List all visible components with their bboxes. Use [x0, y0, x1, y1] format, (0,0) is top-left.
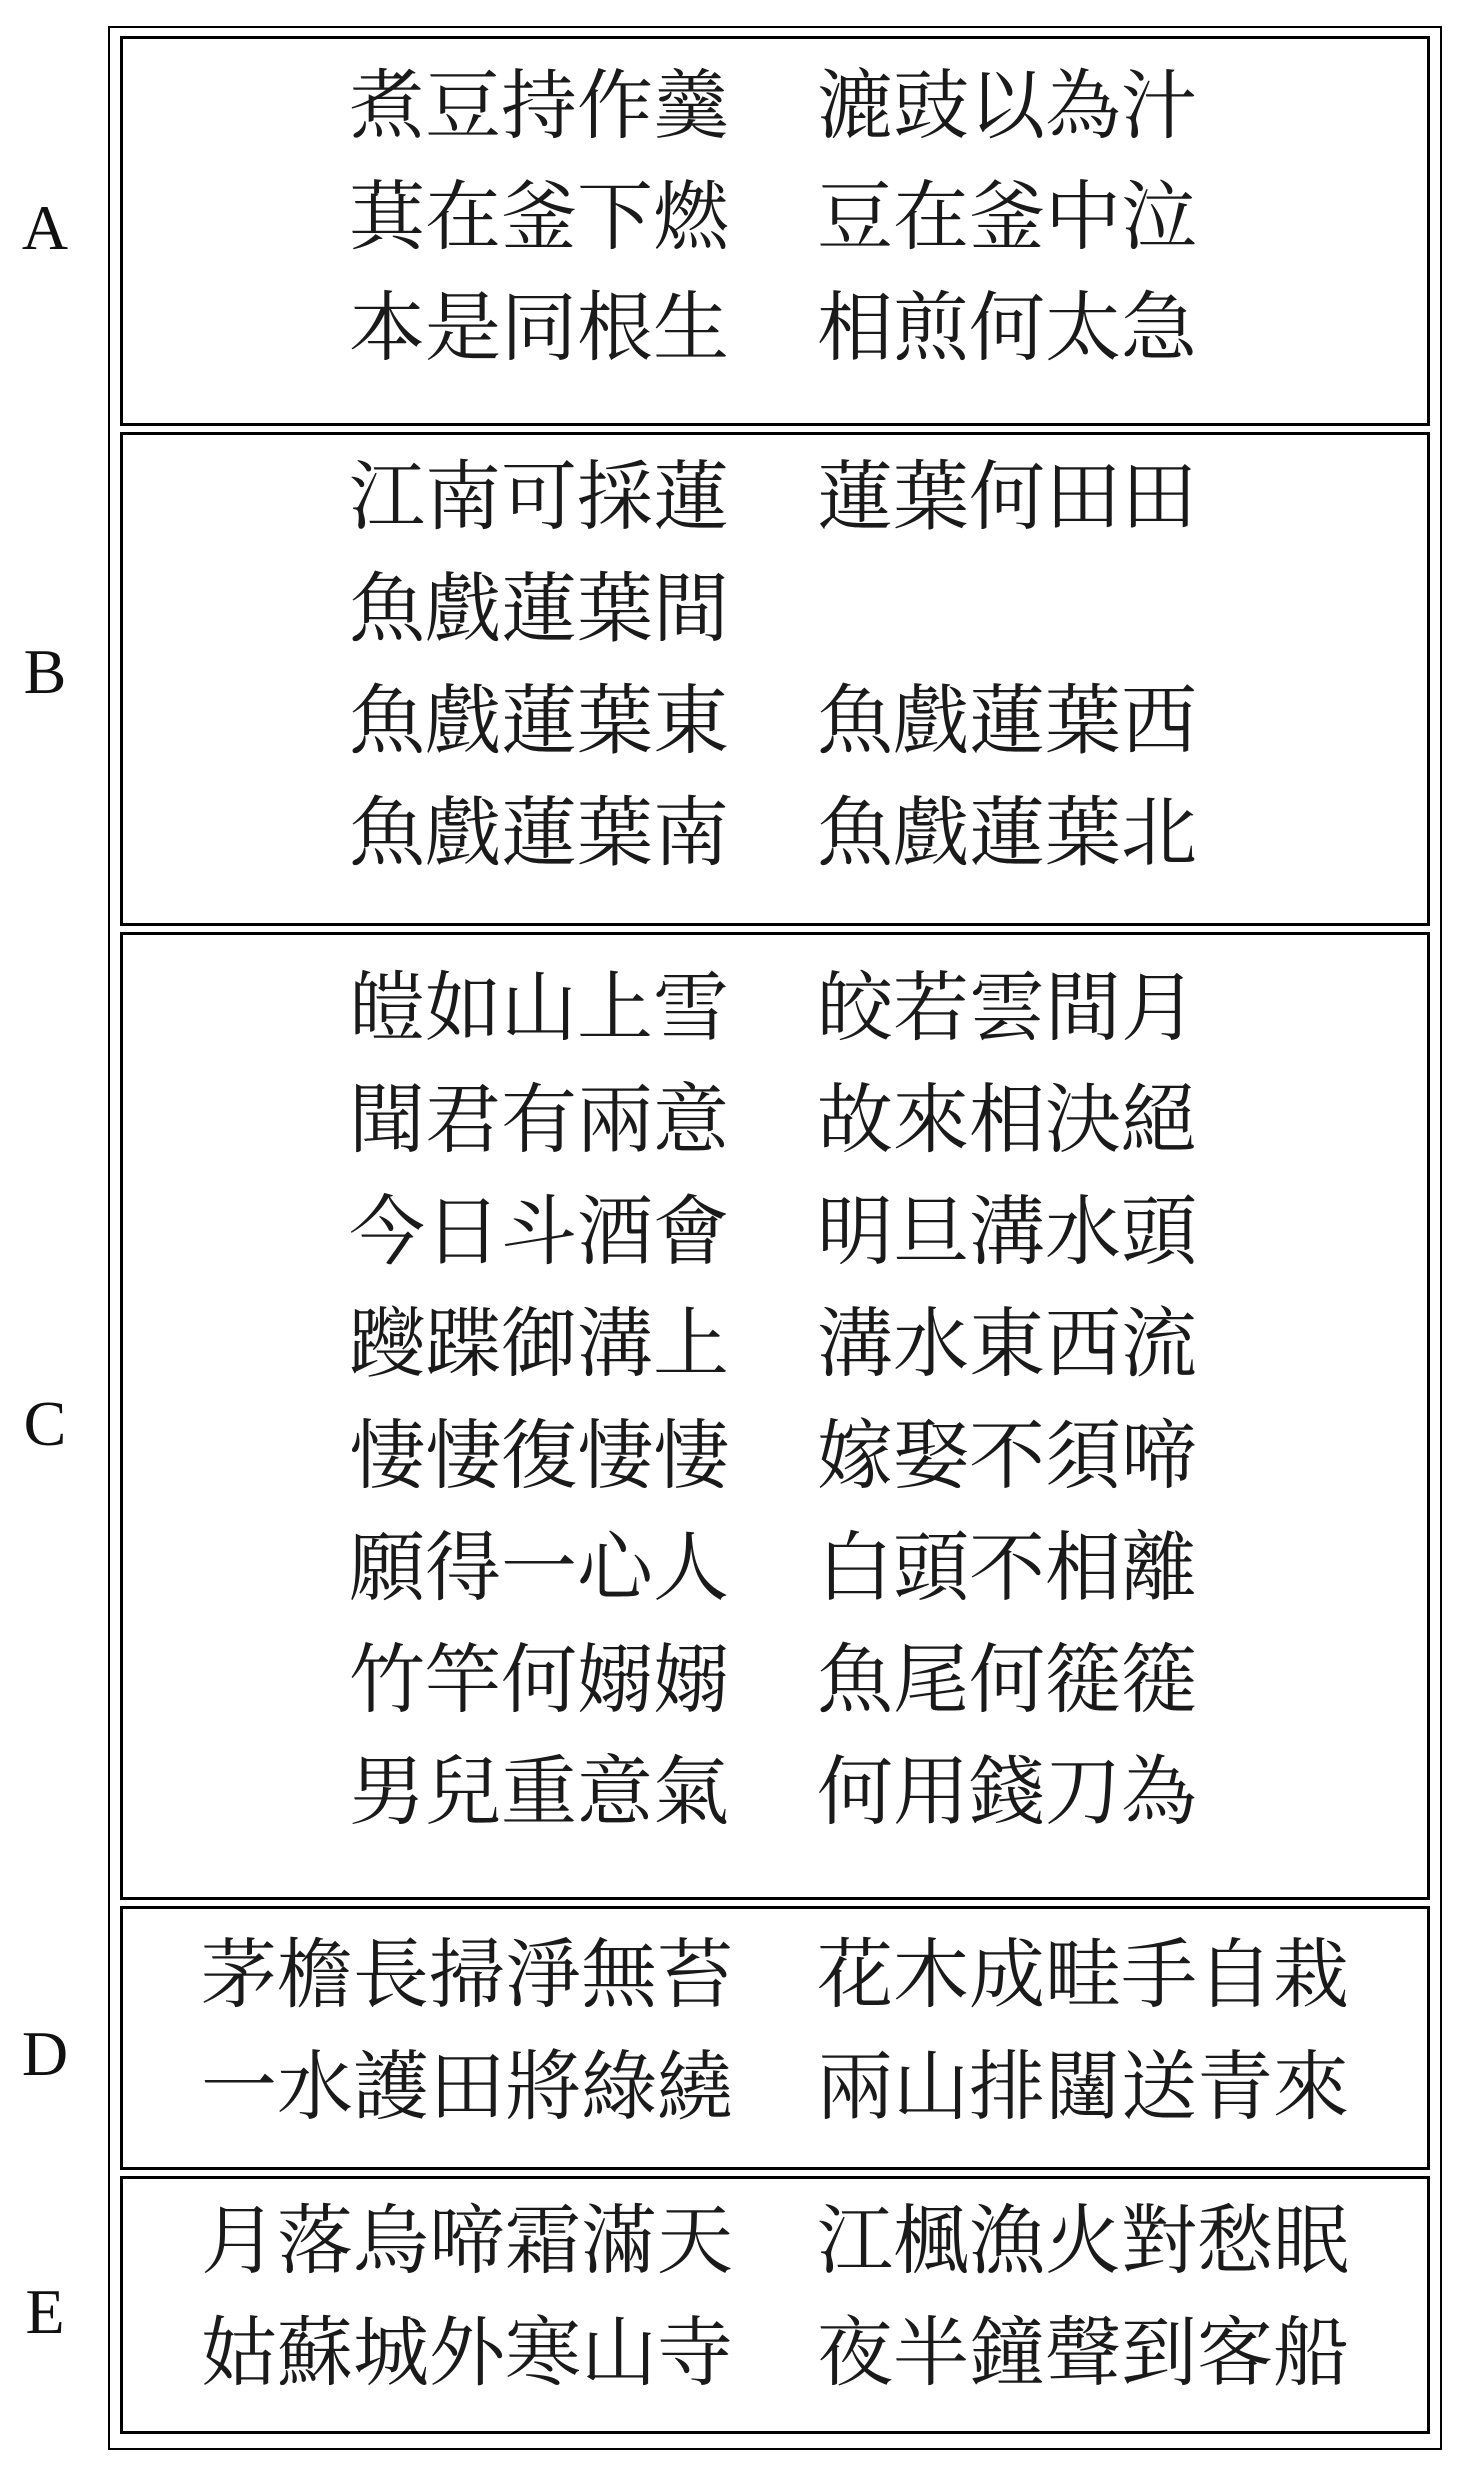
poem-line: 嫁娶不須啼 [817, 1411, 1197, 1500]
poem-line: 豆在釜中泣 [817, 172, 1197, 261]
poem-line: 魚戲蓮葉南 [349, 788, 729, 877]
poem-table [108, 26, 1442, 2450]
poem-line: 蓮葉何田田 [817, 452, 1197, 541]
poem-line: 躞蹀御溝上 [349, 1299, 729, 1388]
poem-line: 魚戲蓮葉西 [817, 676, 1197, 765]
poem-line: 兩山排闥送青來 [817, 2042, 1349, 2131]
poem-line: 漉豉以為汁 [817, 61, 1197, 150]
poem-line: 一水護田將綠繞 [201, 2042, 733, 2131]
poem-line: 萁在釜下燃 [349, 172, 729, 261]
section-e [120, 2176, 1430, 2434]
section-a [120, 36, 1430, 426]
section-label-d: D [21, 2018, 69, 2089]
section-label-e: E [25, 2276, 65, 2347]
poem-line: 悽悽復悽悽 [349, 1411, 729, 1500]
poem-line: 故來相決絕 [817, 1075, 1197, 1164]
poem-line: 本是同根生 [349, 283, 729, 372]
poem-line: 魚戲蓮葉間 [349, 564, 729, 653]
section-b [120, 432, 1430, 926]
poem-line: 月落烏啼霜滿天 [201, 2196, 733, 2285]
section-d [120, 1906, 1430, 2170]
poem-line: 江南可採蓮 [349, 452, 729, 541]
poem-line: 茅檐長掃淨無苔 [201, 1930, 733, 2019]
poem-line: 皚如山上雪 [349, 963, 729, 1052]
poem-line: 姑蘇城外寒山寺 [201, 2308, 733, 2397]
poem-line: 皎若雲間月 [817, 963, 1197, 1052]
section-label-b: B [23, 636, 67, 707]
poem-line: 男兒重意氣 [349, 1747, 729, 1836]
section-c [120, 932, 1430, 1900]
poem-line: 願得一心人 [349, 1523, 729, 1612]
poem-line: 花木成畦手自栽 [817, 1930, 1349, 2019]
poem-line: 何用錢刀為 [817, 1747, 1197, 1836]
poem-line: 竹竿何嫋嫋 [349, 1635, 729, 1724]
poem-line: 夜半鐘聲到客船 [817, 2308, 1349, 2397]
poem-line: 今日斗酒會 [349, 1187, 729, 1276]
poem-line: 魚戲蓮葉北 [817, 788, 1197, 877]
poem-line: 明旦溝水頭 [817, 1187, 1197, 1276]
poem-line: 江楓漁火對愁眠 [817, 2196, 1349, 2285]
poem-line: 白頭不相離 [817, 1523, 1197, 1612]
poem-line: 煮豆持作羹 [349, 61, 729, 150]
poem-line: 魚尾何簁簁 [817, 1635, 1197, 1724]
poem-line: 聞君有兩意 [349, 1075, 729, 1164]
section-label-c: C [23, 1388, 67, 1459]
poem-line: 溝水東西流 [817, 1299, 1197, 1388]
section-label-a: A [21, 192, 69, 263]
poem-line: 魚戲蓮葉東 [349, 676, 729, 765]
poem-line: 相煎何太急 [817, 283, 1197, 372]
